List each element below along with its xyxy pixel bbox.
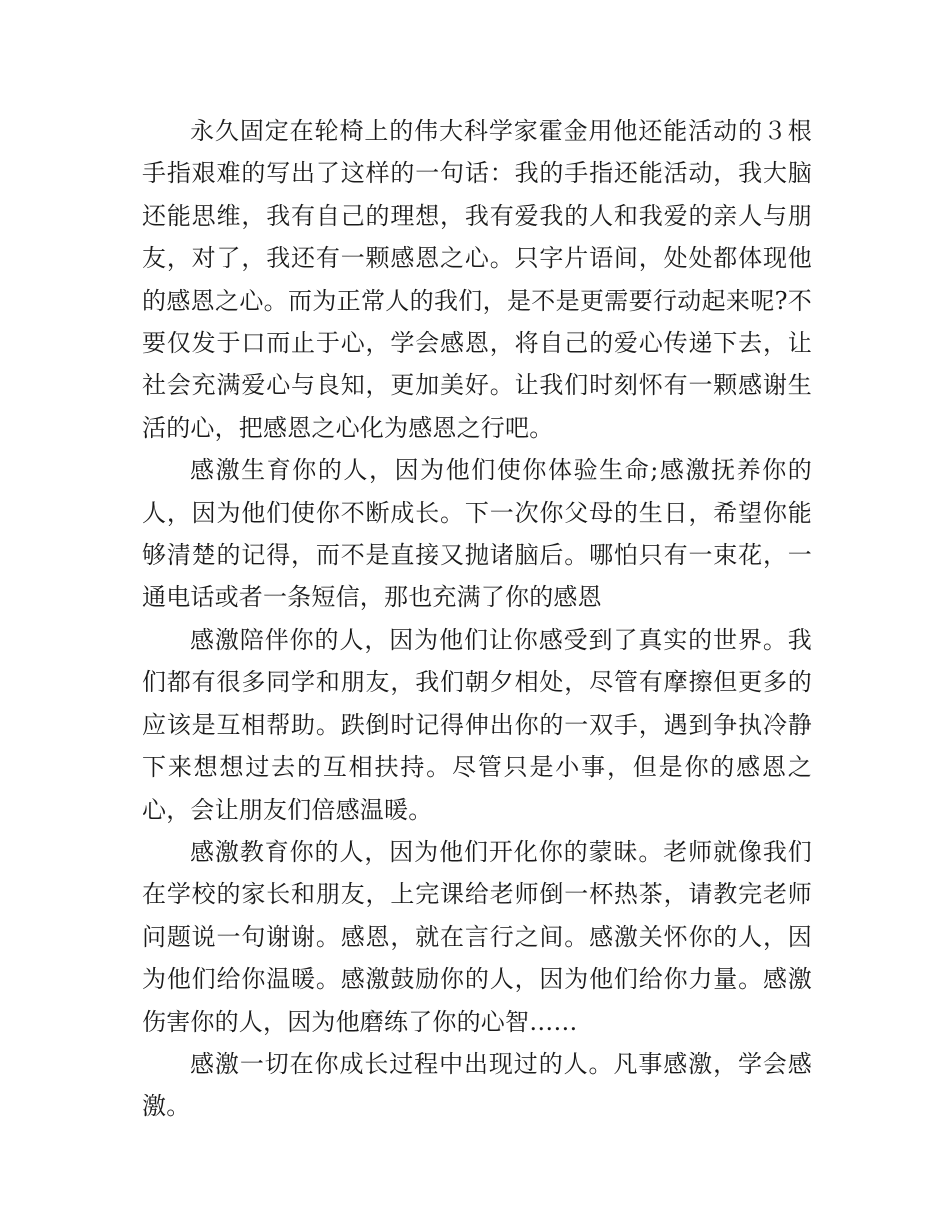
document-page [142, 110, 812, 1128]
paragraph-thank-parents: 感激生育你的人，因为他们使你体验生命;感激抚养你的人，因为他们使你不断成长。下一次你父母的生日，希望你能够清楚的记得，而不是直接又抛诸脑后。哪怕只有一束花，一通电话或者一条短信，那也充满了你的感恩 [142, 456, 812, 612]
paragraph-thank-teachers: 感激教育你的人，因为他们开化你的蒙昧。老师就像我们在学校的家长和朋友，上完课给老师倒一杯热茶，请教完老师问题说一句谢谢。感恩，就在言行之间。感激关怀你的人，因为他们给你温暖。感激鼓励你的人，因为他们给你力量。感激伤害你的人，因为他磨练了你的心智…… [142, 837, 812, 1036]
paragraph-conclusion: 感激一切在你成长过程中出现过的人。凡事感激，学会感激。 [142, 1049, 812, 1121]
paragraph-hawking: 永久固定在轮椅上的伟大科学家霍金用他还能活动的３根手指艰难的写出了这样的一句话：我的手指还能活动，我大脑还能思维，我有自己的理想，我有爱我的人和我爱的亲人与朋友，对了，我还有一颗感恩之心。只字片语间，处处都体现他的感恩之心。而为正常人的我们，是不是更需要行动起来呢?不要仅发于口而止于心，学会感恩，将自己的爱心传递下去，让社会充满爱心与良知，更加美好。让我们时刻怀有一颗感谢生活的心，把感恩之心化为感恩之行吧。 [142, 117, 812, 442]
paragraph-thank-friends: 感激陪伴你的人，因为他们让你感受到了真实的世界。我们都有很多同学和朋友，我们朝夕相处，尽管有摩擦但更多的应该是互相帮助。跌倒时记得伸出你的一双手，遇到争执冷静下来想想过去的互相扶持。尽管只是小事，但是你的感恩之心，会让朋友们倍感温暖。 [142, 625, 812, 824]
